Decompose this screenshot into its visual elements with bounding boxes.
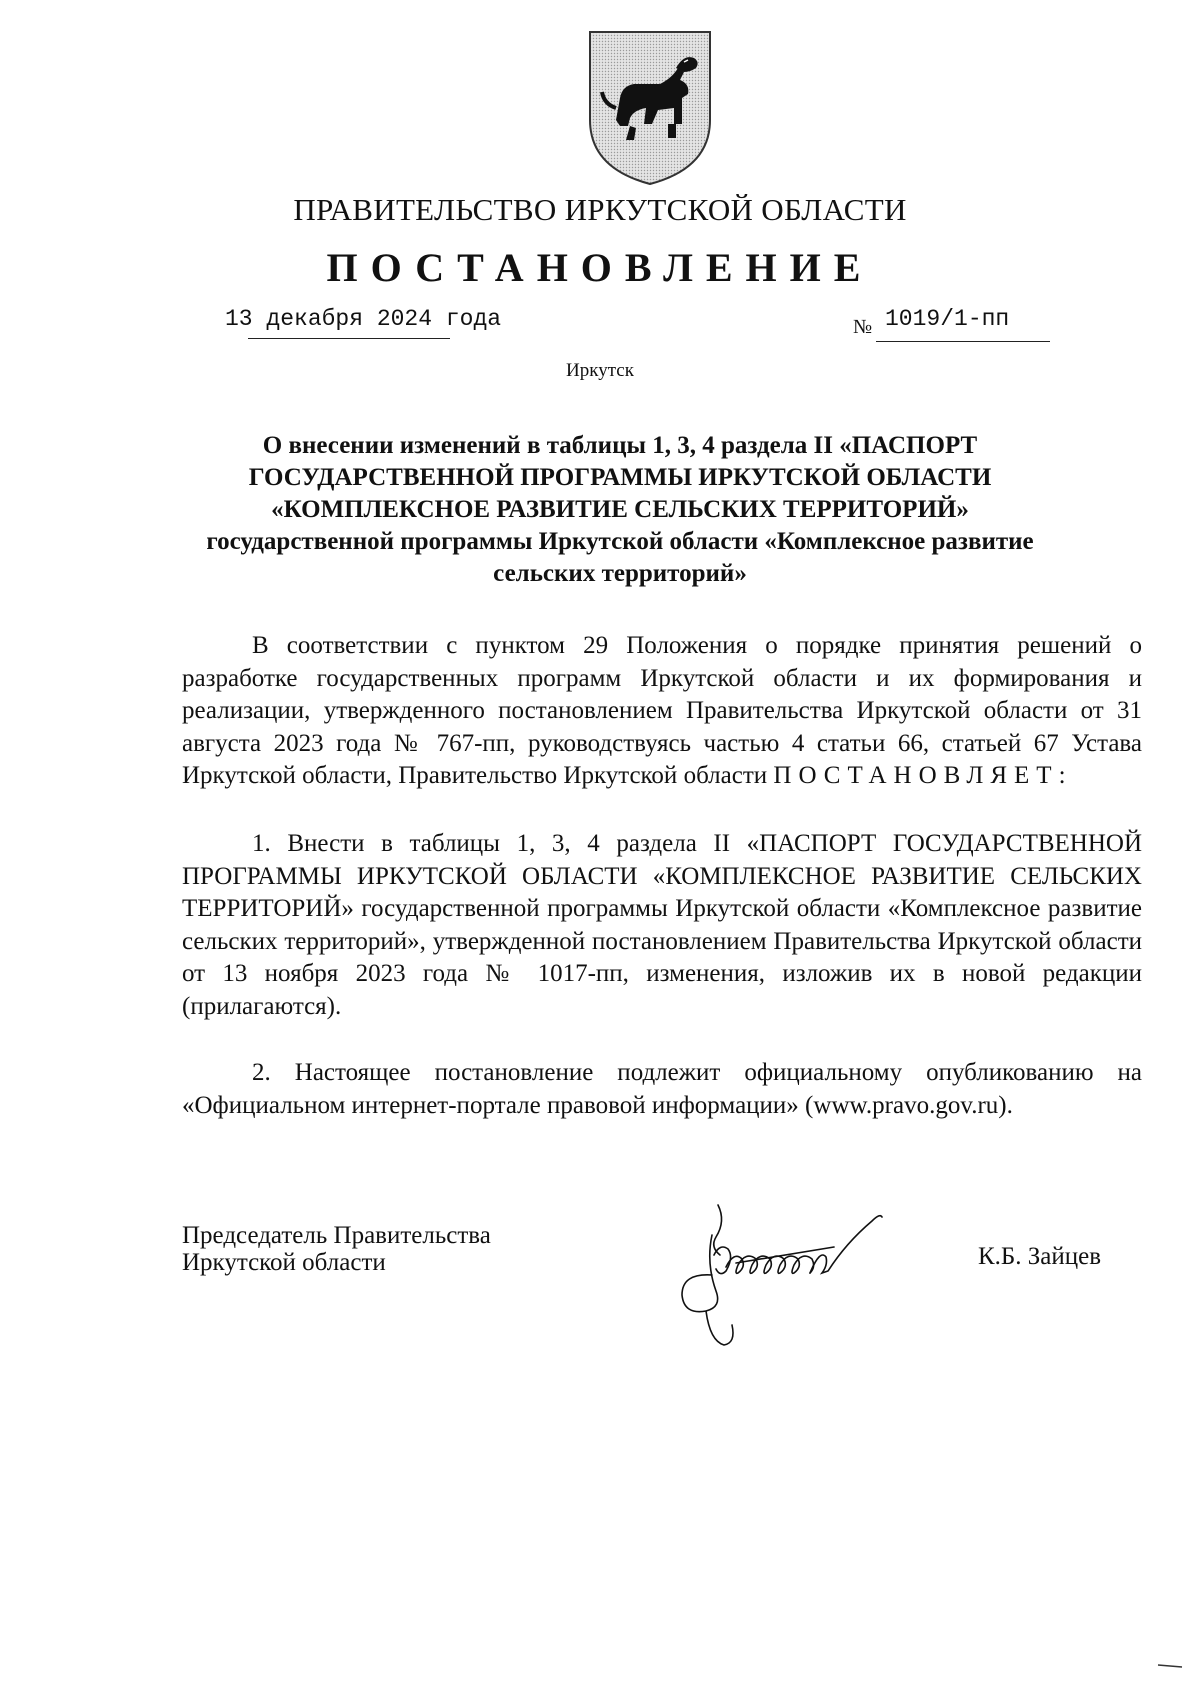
- date-value: 13 декабря 2024: [225, 306, 433, 332]
- document-date: [225, 306, 501, 332]
- intro-text: В соответствии с пунктом 29 Положения о порядке принятия решений о разработке государственных программ Иркутской области и их формирования и реализации, утвержденного постановлением Правительства Иркутской области от 31 августа 2023 года № 767-пп, руководствуясь частью 4 статьи 66, статьей 67 Устава Иркутской области, Правительство Иркутской области: [182, 632, 1142, 789]
- title-line: ГОСУДАРСТВЕННОЙ ПРОГРАММЫ ИРКУТСКОЙ ОБЛАСТИ: [248, 464, 992, 491]
- signer-position: [182, 1222, 491, 1276]
- title-line: О внесении изменений в таблицы 1, 3, 4 раздела II «ПАСПОРТ: [262, 432, 978, 459]
- handwritten-signature: [676, 1203, 936, 1351]
- scan-mark: [1156, 1660, 1184, 1670]
- item-2-paragraph: 2. Настоящее постановление подлежит официальному опубликованию на «Официальном интернет-портале правовой информации» (www.pravo.gov.ru).: [182, 1059, 1142, 1119]
- position-line: Иркутской области: [182, 1249, 386, 1276]
- coat-of-arms-emblem: [586, 28, 714, 188]
- number-sign: №: [853, 316, 873, 338]
- item-1-paragraph: 1. Внести в таблицы 1, 3, 4 раздела II «ПАСПОРТ ГОСУДАРСТВЕННОЙ ПРОГРАММЫ ИРКУТСКОЙ ОБЛАСТИ «КОМПЛЕКСНОЕ РАЗВИТИЕ СЕЛЬСКИХ ТЕРРИТОРИЙ» государственной программы Иркутской области «Комплексное развитие сельских территорий», утвержденной постановлением Правительства Иркутской области от 13 ноября 2023 года № 1017-пп, изменения, изложив их в новой редакции (прилагаются).: [182, 830, 1142, 1020]
- document-type-heading: ПОСТАНОВЛЕНИЕ: [326, 245, 874, 290]
- number-underline: [876, 341, 1050, 342]
- decree-word: ПОСТАНОВЛЯЕТ:: [773, 762, 1073, 789]
- title-line: «КОМПЛЕКСНОЕ РАЗВИТИЕ СЕЛЬСКИХ ТЕРРИТОРИЙ»: [271, 496, 969, 523]
- position-line: Председатель Правительства: [182, 1222, 491, 1249]
- intro-paragraph: [182, 630, 1142, 793]
- document-title: [180, 430, 1060, 590]
- date-underline: [248, 338, 450, 339]
- signer-name: К.Б. Зайцев: [978, 1243, 1102, 1270]
- title-line: государственной программы Иркутской области «Комплексное развитие: [206, 528, 1034, 555]
- government-name: ПРАВИТЕЛЬСТВО ИРКУТСКОЙ ОБЛАСТИ: [293, 192, 907, 227]
- document-number: 1019/1-пп: [885, 306, 1010, 332]
- date-suffix: года: [445, 306, 502, 332]
- city-name: Иркутск: [566, 360, 634, 381]
- title-line: сельских территорий»: [493, 560, 747, 587]
